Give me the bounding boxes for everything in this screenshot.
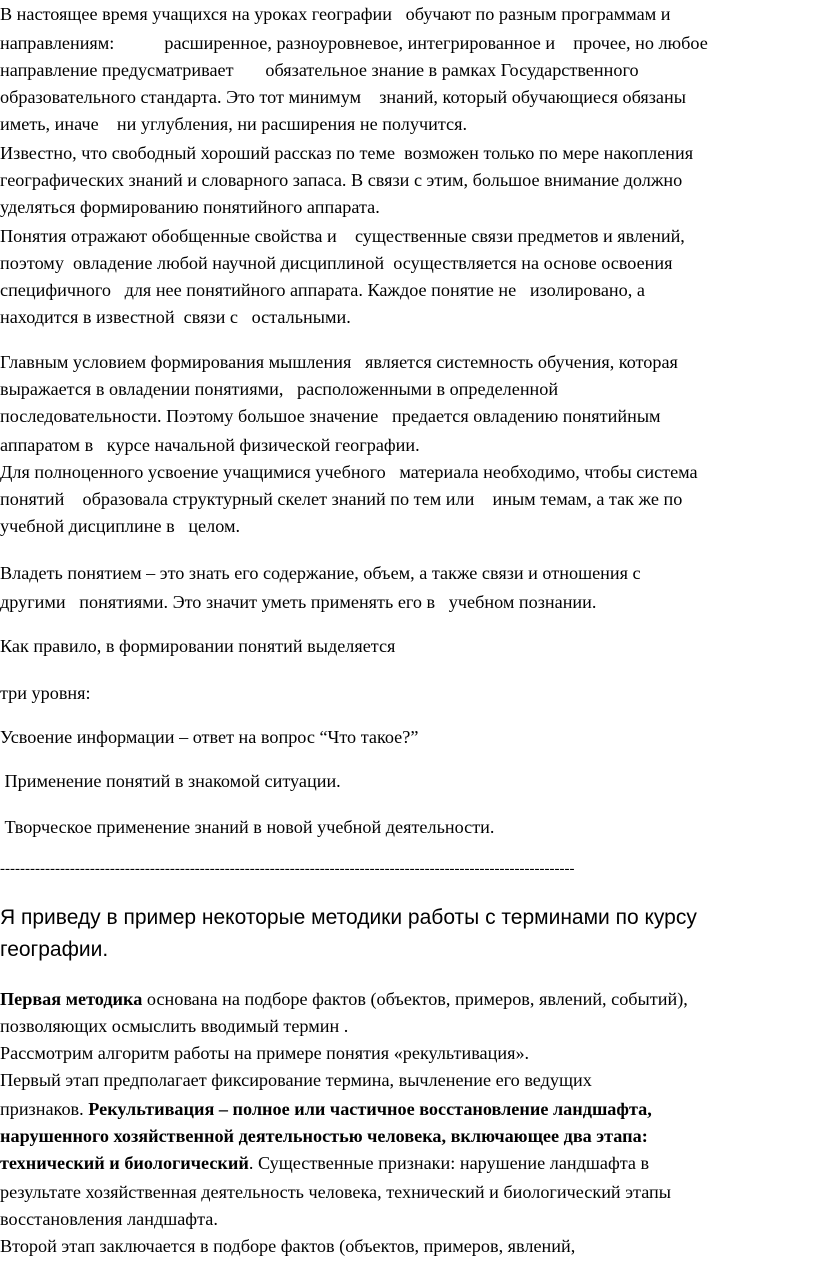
text-line: направлениям: расширенное, разноуровневое, интегрированное и прочее, но любое — [0, 33, 708, 53]
text-line: Первый этап предполагает фиксирование термина, вычленение его ведущих — [0, 1070, 592, 1090]
text-line: Первая методика основана на подборе фактов (объектов, примеров, явлений, событий), — [0, 989, 688, 1009]
text-line: Для полноценного усвоение учащимися учебного материала необходимо, чтобы система — [0, 462, 698, 482]
text-line: результате хозяйственная деятельность человека, технический и биологический этапы — [0, 1182, 671, 1202]
text-line: находится в известной связи с остальными. — [0, 307, 351, 327]
text-line — [0, 1124, 648, 1148]
dash-divider: ------------------------------------------------------------------------------------------------------------------- — [0, 861, 575, 877]
text-line: специфичного для нее понятийного аппарата. Каждое понятие не изолировано, а — [0, 280, 645, 300]
text-line: Второй этап заключается в подборе фактов (объектов, примеров, явлений, — [0, 1236, 576, 1256]
text-line: три уровня: — [0, 683, 91, 703]
method-title: Первая методика — [0, 989, 143, 1009]
level-item: Усвоение информации – ответ на вопрос “Что такое?” — [0, 727, 419, 747]
section-heading-line: географии. — [0, 938, 109, 961]
text-line: учебной дисциплине в целом. — [0, 516, 241, 536]
text-line: направление предусматривает обязательное знание в рамках Государственного — [0, 60, 639, 80]
text-line: Понятия отражают обобщенные свойства и существенные связи предметов и явлений, — [0, 226, 685, 246]
section-heading-line: Я приведу в пример некоторые методики работы с терминами по курсу — [0, 906, 697, 929]
level-item: Применение понятий в знакомой ситуации. — [0, 771, 341, 791]
text-line: уделяться формированию понятийного аппарата. — [0, 197, 380, 217]
text-line: Известно, что свободный хороший рассказ по теме возможен только по мере накопления — [0, 143, 694, 163]
text-line: технический и биологический. Существенные признаки: нарушение ландшафта в — [0, 1153, 650, 1173]
text-line: восстановления ландшафта. — [0, 1209, 218, 1229]
level-item: Творческое применение знаний в новой учебной деятельности. — [0, 817, 495, 837]
definition-bold: Рекультивация – полное или частичное восстановление ландшафта, — [88, 1099, 652, 1119]
text-line: аппаратом в курсе начальной физической географии. — [0, 435, 420, 455]
text-line: географических знаний и словарного запаса. В связи с этим, большое внимание должно — [0, 170, 683, 190]
text-line: признаков. Рекультивация – полное или частичное восстановление ландшафта, — [0, 1099, 652, 1119]
definition-bold: технический и биологический — [0, 1153, 249, 1173]
definition-bold: нарушенного хозяйственной деятельностью человека, включающее два этапа: — [0, 1126, 648, 1146]
text-line: Как правило, в формировании понятий выделяется — [0, 636, 396, 656]
text-line: Главным условием формирования мышления является системность обучения, которая — [0, 352, 678, 372]
text-line: последовательности. Поэтому большое значение предается овладению понятийным — [0, 406, 661, 426]
text-line: иметь, иначе ни углубления, ни расширения не получится. — [0, 114, 467, 134]
text-line: Владеть понятием – это знать его содержание, объем, а также связи и отношения с — [0, 563, 641, 583]
text-line: образовательного стандарта. Это тот минимум знаний, который обучающиеся обязаны — [0, 87, 686, 107]
text-line: Рассмотрим алгоритм работы на примере понятия «рекультивация». — [0, 1043, 530, 1063]
text-line: другими понятиями. Это значит уметь применять его в учебном познании. — [0, 592, 597, 612]
text-line: выражается в овладении понятиями, расположенными в определенной — [0, 379, 559, 399]
text-line: позволяющих осмыслить вводимый термин . — [0, 1016, 349, 1036]
text-line: понятий образовала структурный скелет знаний по тем или иным темам, а так же по — [0, 489, 683, 509]
text-line: поэтому овладение любой научной дисциплиной осуществляется на основе освоения — [0, 253, 673, 273]
text-line: В настоящее время учащихся на уроках географии обучают по разным программам и — [0, 4, 671, 24]
